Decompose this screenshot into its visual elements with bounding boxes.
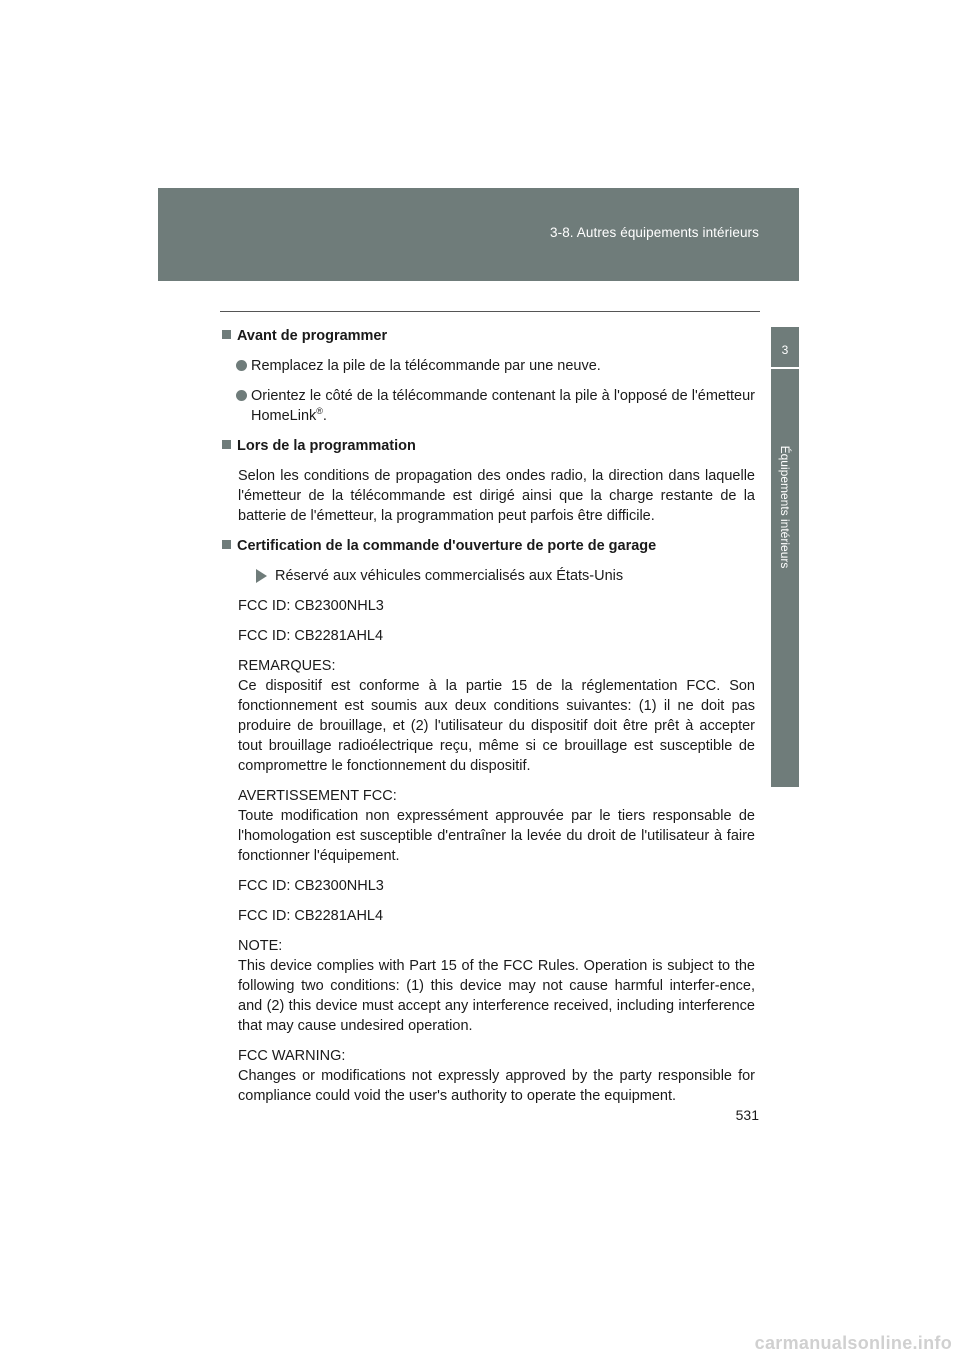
square-bullet-icon — [222, 440, 231, 449]
region-note — [238, 566, 755, 586]
square-bullet-icon — [222, 330, 231, 339]
tab-divider — [771, 367, 799, 369]
section-heading-before — [222, 326, 755, 346]
note-text: This device complies with Part 15 of the FCC Rules. Operation is subject to the following two conditions: (1) this device may not cause harmful interfer-ence, and (2) this device must accept any interference received, including interference that may cause undesired operation. — [238, 958, 755, 1034]
circle-bullet-icon — [236, 360, 247, 371]
section-title: 3-8. Autres équipements intérieurs — [549, 225, 759, 240]
avertissement-text: Toute modification non expressément approuvée par le tiers responsable de l'homologation est susceptible d'entraîner la levée du droit de l'utilisateur à faire fonctionner l'équipement. — [238, 808, 755, 864]
fcc-id: FCC ID: CB2281AHL4 — [238, 908, 384, 924]
fcc-id: FCC ID: CB2300NHL3 — [238, 878, 384, 894]
remarques-title: REMARQUES: — [238, 658, 336, 674]
registered-mark: ® — [316, 406, 323, 417]
chapter-number: 3 — [781, 343, 789, 357]
list-item — [236, 356, 755, 376]
warning-title: FCC WARNING: — [238, 1048, 346, 1064]
list-item — [236, 386, 755, 426]
warning-text: Changes or modifications not expressly approved by the party responsible for compliance could void the user's authority to operate the equipment. — [238, 1068, 755, 1104]
header-band — [158, 188, 799, 281]
top-rule — [220, 311, 760, 312]
fcc-id: FCC ID: CB2300NHL3 — [238, 598, 384, 614]
arrow-right-icon — [256, 569, 267, 583]
bullet-text-main: Orientez le côté de la télécommande contenant la pile à l'opposé de l'émetteur HomeLink — [251, 388, 755, 424]
region-note-text: Réservé aux véhicules commercialisés aux États-Unis — [275, 568, 624, 584]
heading-text: Certification de la commande d'ouverture de porte de garage — [237, 538, 657, 554]
bullet-text-end: . — [322, 408, 327, 424]
heading-text: Lors de la programmation — [237, 438, 416, 454]
bullet-text: Remplacez la pile de la télécommande par une neuve. — [251, 358, 601, 374]
square-bullet-icon — [222, 540, 231, 549]
page-number: 531 — [735, 1107, 759, 1123]
note-title: NOTE: — [238, 938, 283, 954]
remarques-text: Ce dispositif est conforme à la partie 15 de la réglementation FCC. Son fonctionnement est soumis aux deux conditions suivantes: (1) il ne doit pas produire de brouillage, et (2) l'utilisateur du dispositif doit être prêt à accepter tout brouillage radioélectrique reçu, même si ce brouillage est susceptible de compromettre le fonctionnement du dispositif. — [238, 678, 755, 774]
section-heading-during — [222, 436, 755, 456]
fcc-id: FCC ID: CB2281AHL4 — [238, 628, 384, 644]
watermark: carmanualsonline.info — [754, 1333, 952, 1353]
chapter-label: Équipements intérieurs — [778, 445, 792, 569]
circle-bullet-icon — [236, 390, 247, 401]
page-content — [222, 326, 755, 1116]
bullet-text — [251, 386, 755, 426]
chapter-side-tab — [771, 327, 799, 787]
heading-text: Avant de programmer — [237, 328, 388, 344]
avertissement-title: AVERTISSEMENT FCC: — [238, 788, 397, 804]
paragraph: Selon les conditions de propagation des ondes radio, la direction dans laquelle l'émetteur de la télécommande est dirigé ainsi que la charge restante de la batterie de l'émetteur, la programmation peut parfois être difficile. — [238, 468, 755, 524]
section-heading-certification — [222, 536, 755, 556]
